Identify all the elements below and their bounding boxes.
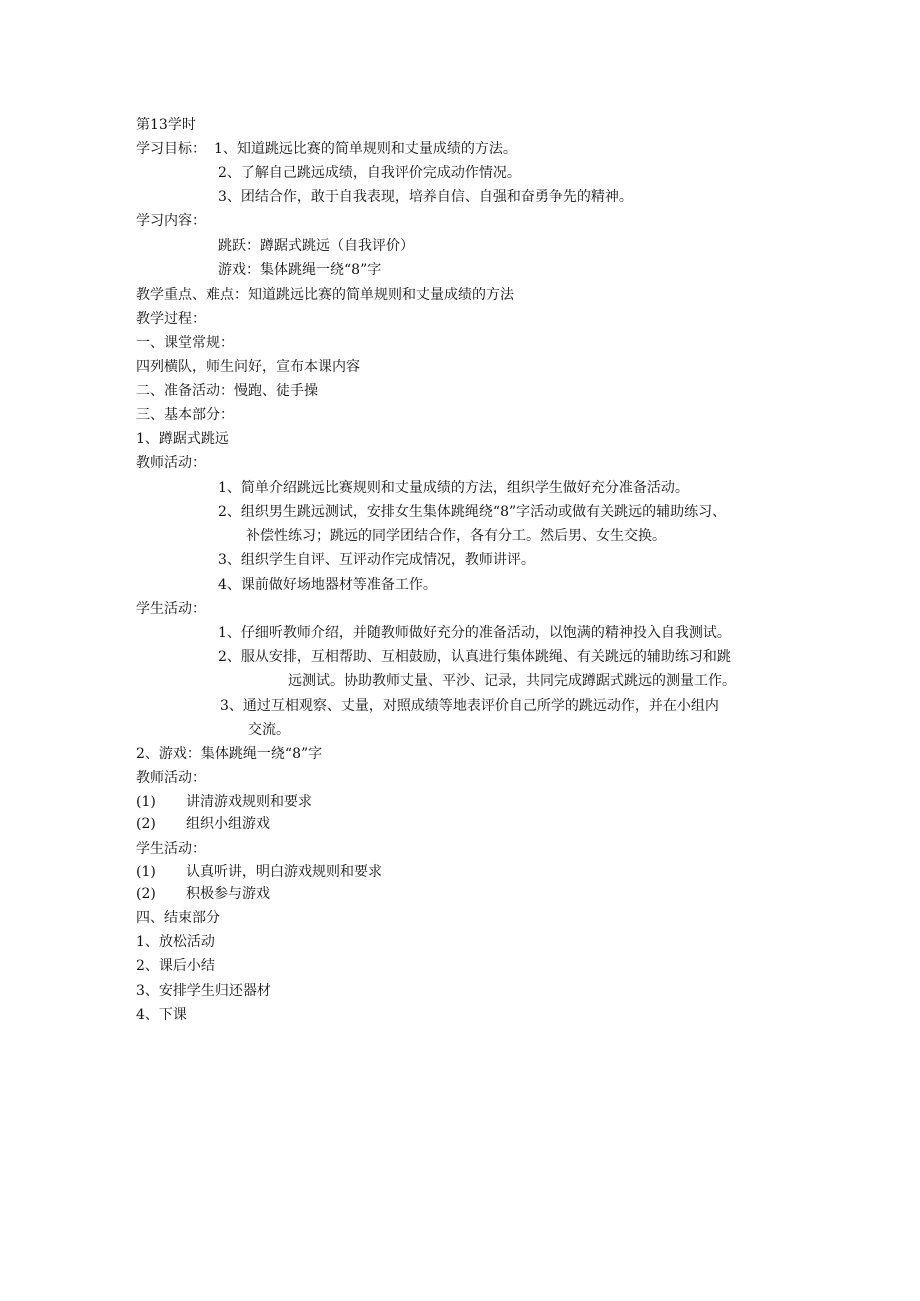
teacher-activity-item: 3、组织学生自评、互评动作完成情况，教师讲评。	[218, 552, 535, 568]
objective-item: 2、了解自己跳远成绩，自我评价完成动作情况。	[218, 165, 521, 181]
teacher-activity-label: 教师活动：	[136, 770, 206, 786]
part3-title: 三、基本部分：	[136, 407, 234, 423]
teacher-activity-item: 1、简单介绍跳远比赛规则和丈量成绩的方法，组织学生做好充分准备活动。	[218, 480, 689, 496]
teacher-activity-label: 教师活动：	[136, 455, 206, 471]
list-number: (1)	[136, 864, 156, 880]
section1-title: 1、蹲踞式跳远	[136, 431, 229, 447]
list-item: 积极参与游戏	[186, 886, 270, 902]
part2-title: 二、准备活动：慢跑、徒手操	[136, 383, 318, 399]
closing-item: 1、放松活动	[136, 934, 215, 950]
closing-item: 2、课后小结	[136, 958, 215, 974]
content-item: 跳跃：蹲踞式跳远（自我评价）	[218, 238, 414, 254]
closing-item: 3、安排学生归还器材	[136, 983, 271, 999]
teacher-activity-item: 2、组织男生跳远测试，安排女生集体跳绳绕“8”字活动或做有关跳远的辅助练习、	[218, 504, 727, 520]
part4-title: 四、结束部分	[136, 910, 220, 926]
student-activity-item-cont: 交流。	[248, 722, 290, 738]
student-activity-label: 学生活动：	[136, 841, 206, 857]
objective-item: 1、知道跳远比赛的简单规则和丈量成绩的方法。	[214, 141, 517, 157]
objective-item: 3、团结合作，敢于自我表现，培养自信、自强和奋勇争先的精神。	[218, 189, 633, 205]
lesson-heading: 第13学时	[136, 117, 196, 133]
closing-item: 4、下课	[136, 1007, 187, 1023]
list-number: (2)	[136, 886, 156, 902]
student-activity-item: 1、仔细听教师介绍，并随教师做好充分的准备活动，以饱满的精神投入自我测试。	[218, 625, 731, 641]
part1-title: 一、课堂常规：	[136, 335, 234, 351]
content-item: 游戏：集体跳绳一绕“8”字	[218, 262, 382, 278]
student-activity-item-cont: 远测试。协助教师丈量、平沙、记录，共同完成蹲踞式跳远的测量工作。	[288, 673, 736, 689]
process-label: 教学过程：	[136, 311, 206, 327]
key-points: 教学重点、难点：知道跳远比赛的简单规则和丈量成绩的方法	[136, 287, 514, 303]
student-activity-label: 学生活动：	[136, 601, 206, 617]
objectives-label: 学习目标：	[136, 141, 206, 157]
student-activity-item: 2、服从安排，互相帮助、互相鼓励，认真进行集体跳绳、有关跳远的辅助练习和跳	[218, 649, 731, 665]
list-item: 讲清游戏规则和要求	[186, 794, 312, 810]
list-item: 认真听讲，明白游戏规则和要求	[186, 864, 382, 880]
section2-title: 2、游戏：集体跳绳一绕“8”字	[136, 746, 323, 762]
list-number: (1)	[136, 794, 156, 810]
teacher-activity-item-cont: 补偿性练习；跳远的同学团结合作，各有分工。然后男、女生交换。	[246, 528, 666, 544]
part1-text: 四列横队，师生问好，宣布本课内容	[136, 359, 360, 375]
list-number: (2)	[136, 816, 156, 832]
teacher-activity-item: 4、课前做好场地器材等准备工作。	[218, 577, 437, 593]
list-item: 组织小组游戏	[186, 816, 270, 832]
content-label: 学习内容：	[136, 213, 206, 229]
student-activity-item: 3、通过互相观察、丈量，对照成绩等地表评价自己所学的跳远动作，并在小组内	[220, 698, 719, 714]
